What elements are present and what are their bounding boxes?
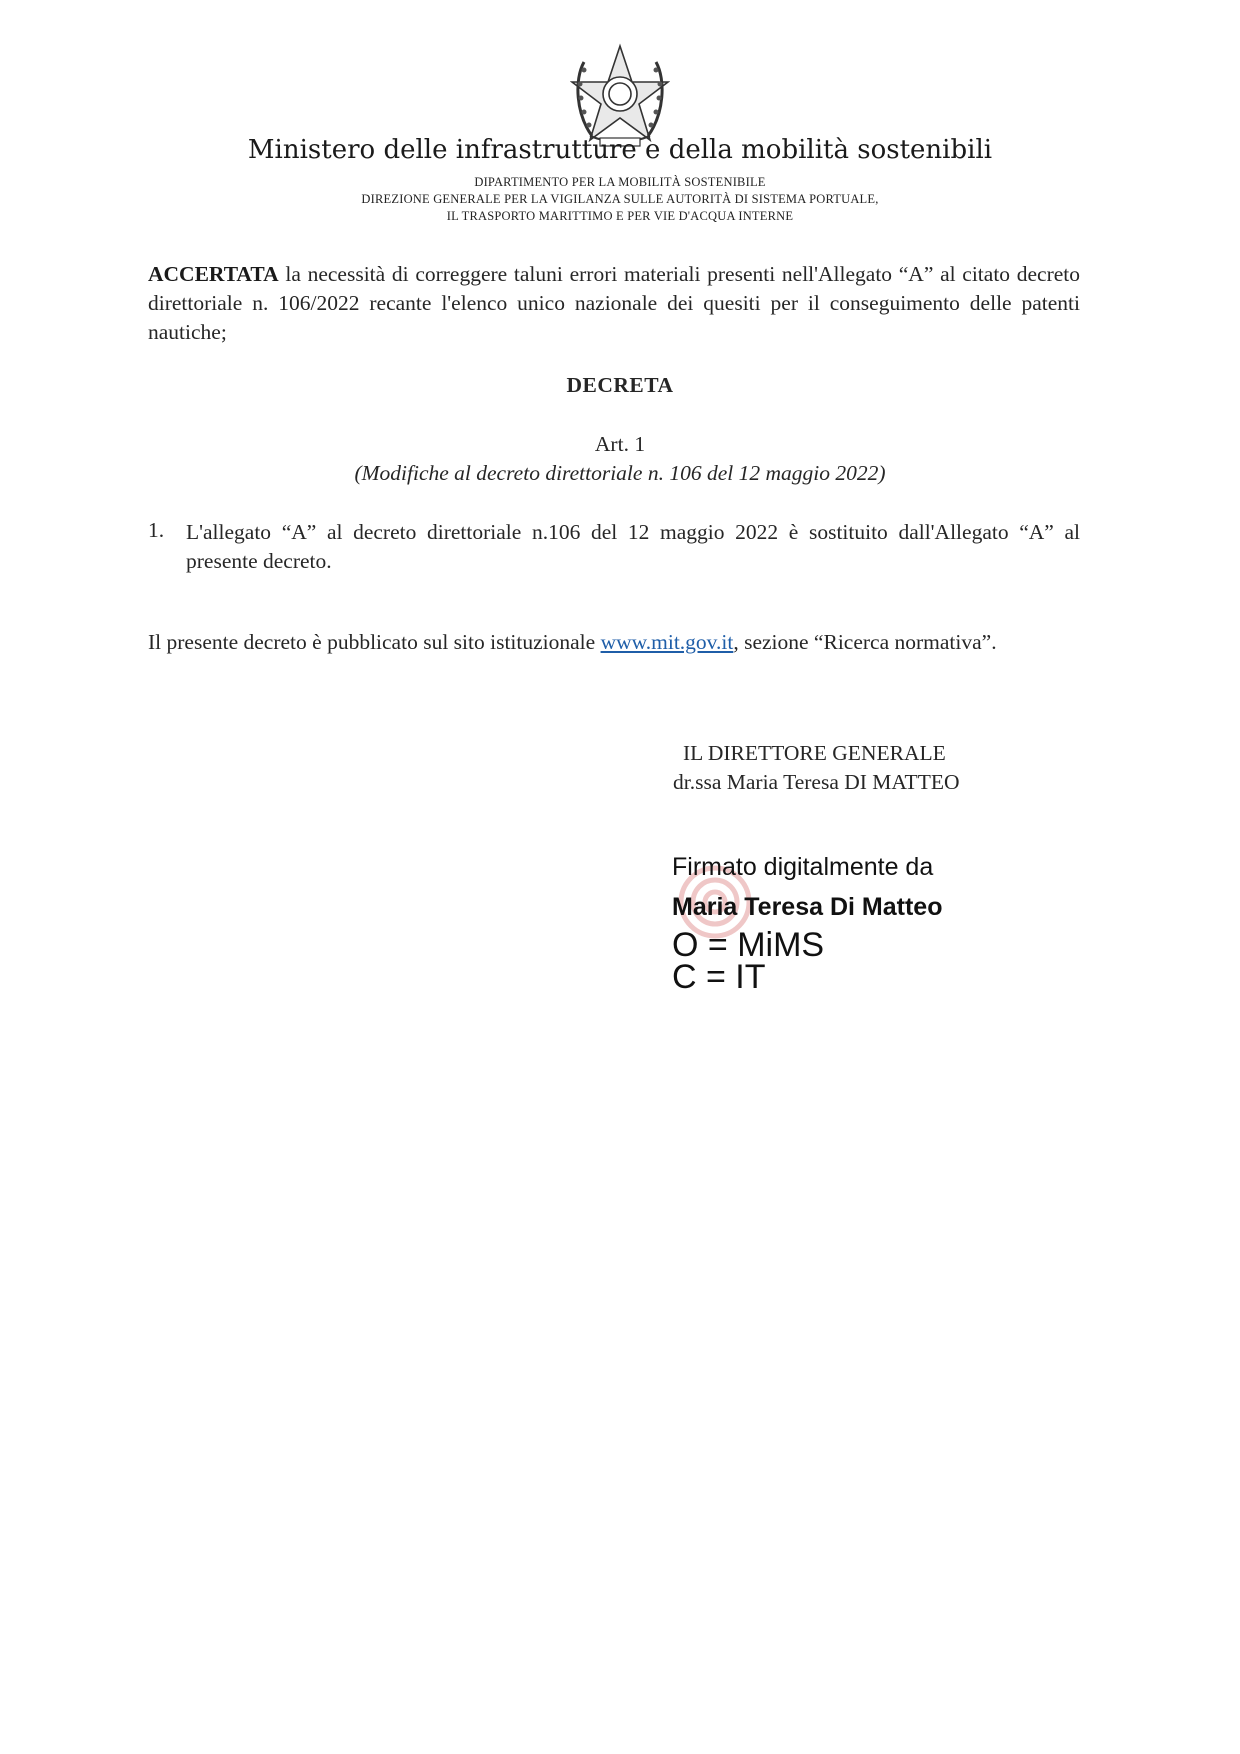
accertata-text: la necessità di correggere taluni errori materiali presenti nell'Allegato “A” al citato decreto direttoriale n. 106/2022 recante l'elenco unico nazionale dei quesiti per il conseguimento delle patenti nautiche; — [148, 262, 1081, 344]
publication-text-after: , sezione “Ricerca normativa”. — [733, 630, 997, 654]
decreta-heading: DECRETA — [566, 373, 674, 397]
list-item-number: 1. — [148, 518, 165, 542]
article-subtitle: (Modifiche al decreto direttoriale n. 106 del 12 maggio 2022) — [354, 461, 886, 485]
department-line-2: DIREZIONE GENERALE PER LA VIGILANZA SULLE AUTORITÀ DI SISTEMA PORTUALE, — [361, 192, 879, 206]
italian-republic-emblem-icon — [570, 40, 670, 148]
article-title: Art. 1 — [594, 432, 646, 456]
digital-signed-by-label: Firmato digitalmente da — [672, 853, 934, 881]
digital-signature-country: C = IT — [672, 958, 766, 996]
signature-role: IL DIRETTORE GENERALE — [683, 741, 946, 765]
publication-text-before: Il presente decreto è pubblicato sul sito istituzionale — [148, 630, 596, 654]
digital-signer-name: Maria Teresa Di Matteo — [672, 893, 943, 921]
signature-name: dr.ssa Maria Teresa DI MATTEO — [673, 770, 960, 794]
list-item-text: L'allegato “A” al decreto direttoriale n.106 del 12 maggio 2022 è sostituito dall'Allegato “A” al presente decreto. — [186, 520, 1080, 573]
publication-paragraph — [148, 628, 1080, 657]
mit-website-link[interactable]: www.mit.gov.it — [600, 630, 734, 654]
department-line-1: DIPARTIMENTO PER LA MOBILITÀ SOSTENIBILE — [474, 175, 766, 189]
accertata-paragraph — [148, 260, 1080, 347]
ministry-name: Ministero delle infrastrutture e della mobilità sostenibili — [247, 135, 993, 165]
digital-signature-org: O = MiMS — [672, 926, 825, 964]
department-line-3: IL TRASPORTO MARITTIMO E PER VIE D'ACQUA INTERNE — [446, 209, 794, 223]
accertata-keyword: ACCERTATA — [148, 262, 279, 286]
